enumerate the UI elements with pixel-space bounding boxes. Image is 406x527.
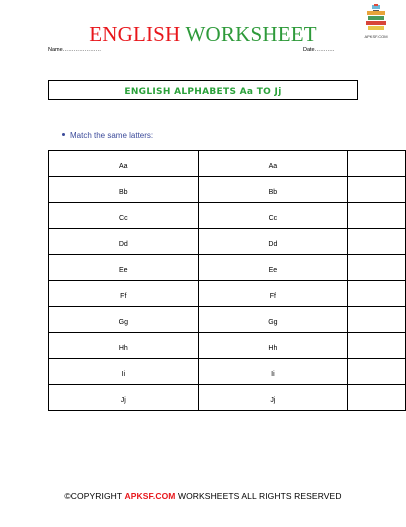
title-word-worksheet: WORKSHEET (185, 22, 317, 46)
table-row (49, 359, 406, 385)
right-letter-cell: Ee (198, 255, 348, 281)
table-row (49, 333, 406, 359)
instruction (62, 131, 153, 140)
footer-suffix: WORKSHEETS ALL RIGHTS RESERVED (175, 491, 342, 501)
answer-cell[interactable] (348, 255, 406, 281)
right-letter-cell: Ff (198, 281, 348, 307)
footer-brand: APKSF.COM (124, 491, 176, 501)
right-letter-cell: Ii (198, 359, 348, 385)
left-letter-cell: Cc (49, 203, 199, 229)
section-heading-box (48, 80, 358, 100)
right-letter-cell: Cc (198, 203, 348, 229)
right-letter-cell: Aa (198, 151, 348, 177)
answer-cell[interactable] (348, 203, 406, 229)
matching-table (48, 150, 406, 411)
right-letter-cell: Gg (198, 307, 348, 333)
answer-cell[interactable] (348, 359, 406, 385)
left-letter-cell: Ii (49, 359, 199, 385)
section-heading: ENGLISH ALPHABETS Aa TO Jj (124, 87, 282, 97)
left-letter-cell: Ee (49, 255, 199, 281)
right-letter-cell: Bb (198, 177, 348, 203)
table-row (49, 177, 406, 203)
table-row (49, 203, 406, 229)
table-row (49, 281, 406, 307)
answer-cell[interactable] (348, 281, 406, 307)
table-row (49, 229, 406, 255)
answer-cell[interactable] (348, 229, 406, 255)
table-row (49, 151, 406, 177)
answer-cell[interactable] (348, 177, 406, 203)
instruction-text: Match the same latters: (70, 131, 154, 140)
right-letter-cell: Hh (198, 333, 348, 359)
answer-cell[interactable] (348, 333, 406, 359)
footer-prefix: ©COPYRIGHT (64, 491, 125, 501)
books-logo-icon (363, 4, 389, 40)
table-row (49, 307, 406, 333)
answer-cell[interactable] (348, 385, 406, 411)
left-letter-cell: Hh (49, 333, 199, 359)
left-letter-cell: Dd (49, 229, 199, 255)
right-letter-cell: Jj (198, 385, 348, 411)
answer-cell[interactable] (348, 151, 406, 177)
name-field-label: Name………………… (48, 47, 102, 53)
copyright-footer (0, 491, 406, 501)
date-field-label: Date……….. (303, 47, 335, 53)
left-letter-cell: Jj (49, 385, 199, 411)
left-letter-cell: Ff (49, 281, 199, 307)
title-word-english: ENGLISH (89, 22, 181, 46)
left-letter-cell: Bb (49, 177, 199, 203)
right-letter-cell: Dd (198, 229, 348, 255)
worksheet-title (0, 22, 406, 46)
left-letter-cell: Gg (49, 307, 199, 333)
table-row (49, 385, 406, 411)
left-letter-cell: Aa (49, 151, 199, 177)
logo-text: APKSF.COM (364, 34, 388, 39)
answer-cell[interactable] (348, 307, 406, 333)
bullet-icon (62, 133, 65, 136)
table-row (49, 255, 406, 281)
